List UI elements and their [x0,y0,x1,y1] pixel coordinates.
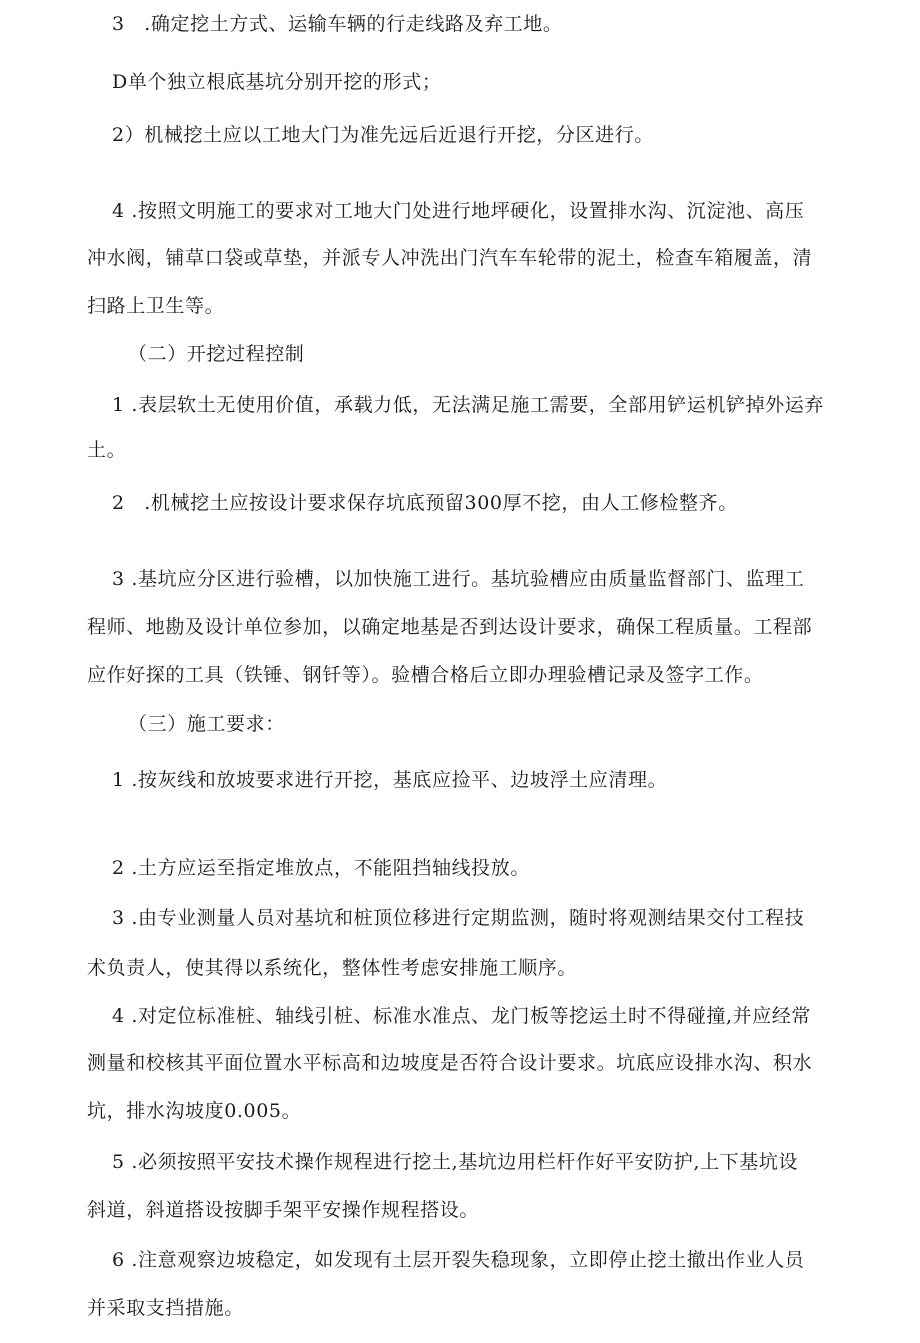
text-line: 2）机械挖土应以工地大门为准先远后近退行开挖，分区进行。 [112,124,654,146]
text-line: 土。 [87,439,127,461]
text-line: 2 .土方应运至指定堆放点，不能阻挡轴线投放。 [112,857,530,879]
text-line: 测量和校核其平面位置水平标高和边坡度是否符合设计要求。坑底应设排水沟、积水 [87,1052,813,1074]
text-line: 程师、地勘及设计单位参加，以确定地基是否到达设计要求，确保工程质量。工程部 [87,616,813,638]
text-line: 6 .注意观察边坡稳定，如发现有土层开裂失稳现象，立即停止挖土撤出作业人员 [112,1249,805,1271]
text-line: 斜道，斜道搭设按脚手架平安操作规程搭设。 [87,1199,480,1221]
text-line: 1 .表层软土无使用价值，承载力低，无法满足施工需要，全部用铲运机铲掉外运弃 [112,394,824,416]
text-line: 2 .机械挖土应按设计要求保存坑底预留300厚不挖，由人工修检整齐。 [112,492,738,514]
text-line: 3 .基坑应分区进行验槽，以加快施工进行。基坑验槽应由质量监督部门、监理工 [112,568,805,590]
text-line: 3 .由专业测量人员对基坑和桩顶位移进行定期监测，随时将观测结果交付工程技 [112,907,805,929]
text-line: 1 .按灰线和放坡要求进行开挖，基底应捡平、边坡浮土应清理。 [112,769,668,791]
text-line: D单个独立根底基坑分别开挖的形式； [112,71,442,93]
text-line: 术负责人，使其得以系统化，整体性考虑安排施工顺序。 [87,957,578,979]
text-line: 应作好探的工具（铁锤、钢钎等）。验槽合格后立即办理验槽记录及签字工作。 [87,664,764,686]
text-line: 4 .按照文明施工的要求对工地大门处进行地坪硬化，设置排水沟、沉淀池、高压 [112,200,805,222]
section-heading: （三）施工要求： [128,713,285,735]
text-line: 扫路上卫生等。 [87,295,225,317]
text-line: 4 .对定位标准桩、轴线引桩、标准水准点、龙门板等挖运土时不得碰撞,并应经常 [112,1005,812,1027]
text-line: 3 .确定挖土方式、运输车辆的行走线路及弃工地。 [112,13,563,35]
text-line: 冲水阀，铺草口袋或草垫，并派专人冲洗出门汽车车轮带的泥土，检查车箱履盖，清 [87,247,813,269]
section-heading: （二）开挖过程控制 [128,343,305,365]
text-line: 5 .必须按照平安技术操作规程进行挖土,基坑边用栏杆作好平安防护,上下基坑设 [112,1151,799,1173]
text-line: 并采取支挡措施。 [87,1297,244,1319]
text-line: 坑，排水沟坡度0.005。 [87,1100,302,1122]
